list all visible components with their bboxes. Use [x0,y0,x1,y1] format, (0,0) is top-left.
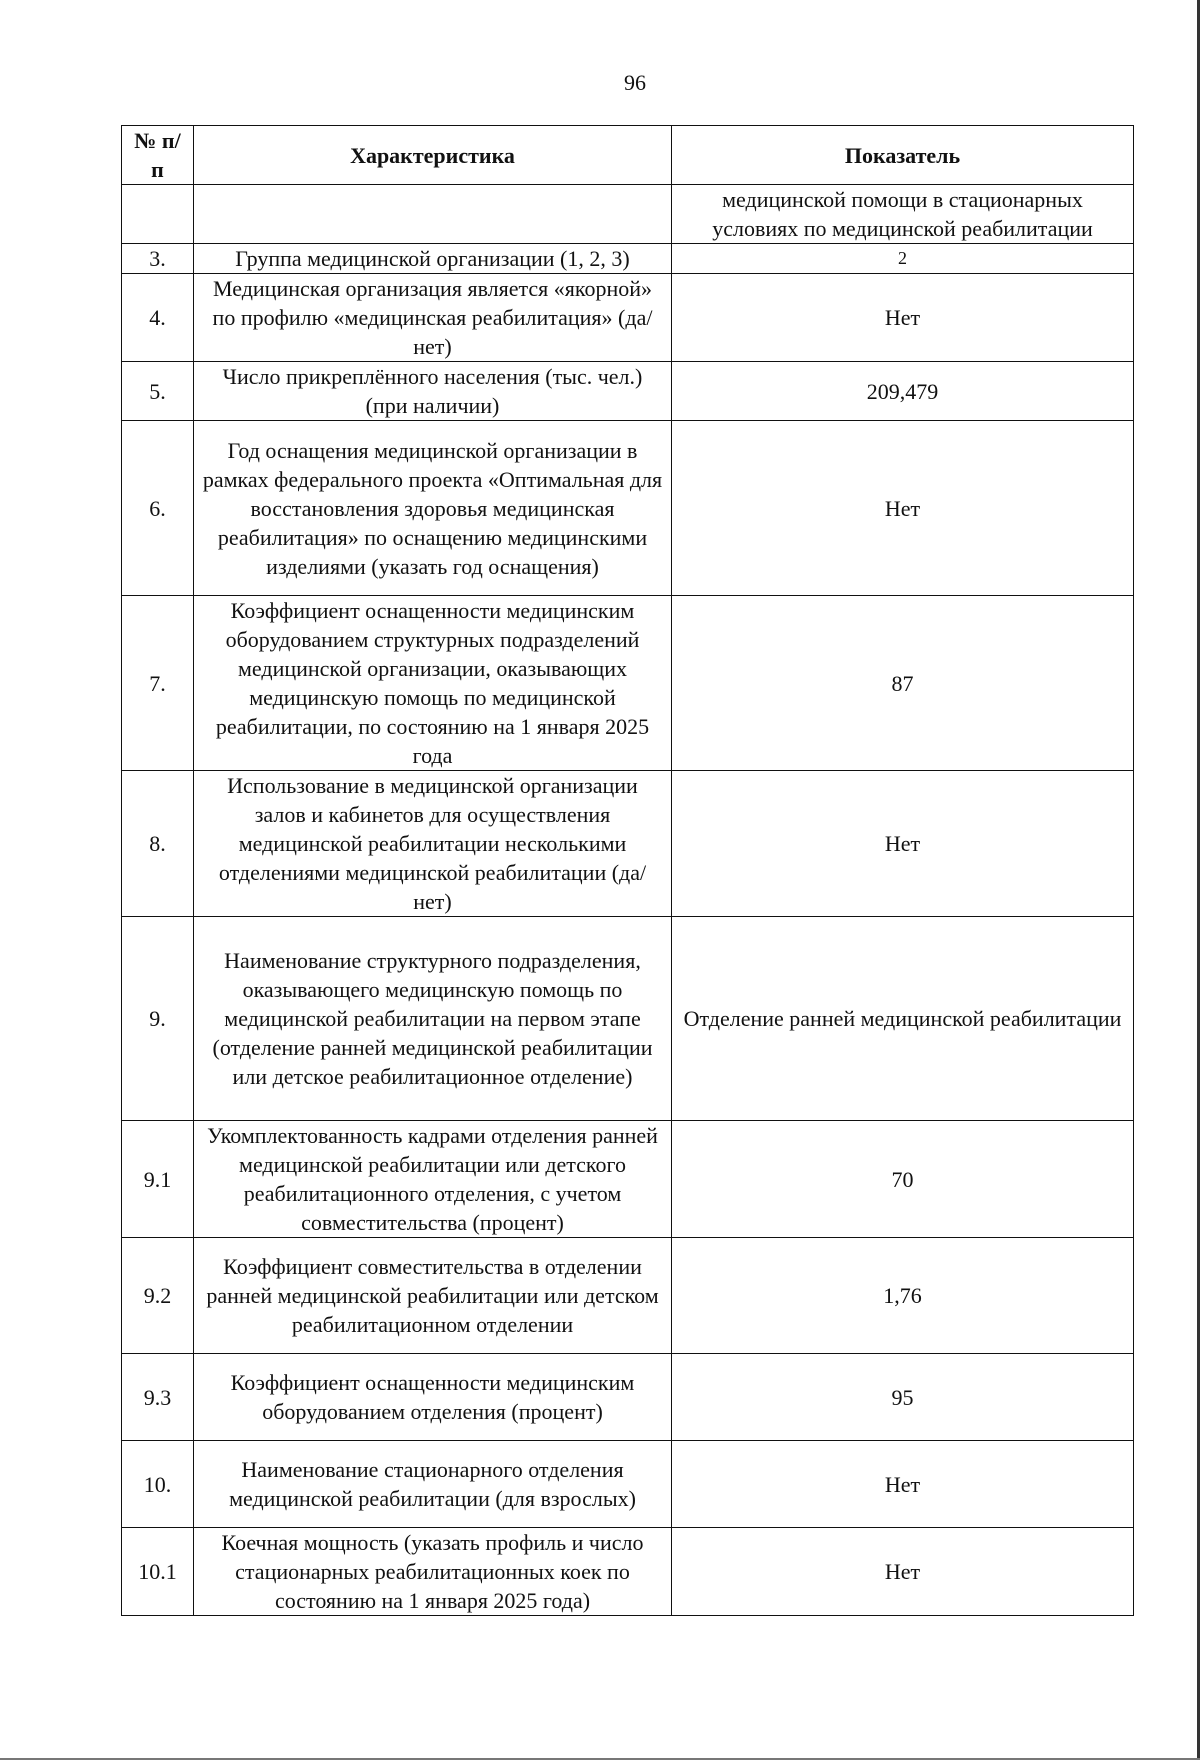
row-value: 2 [672,244,1134,274]
header-num: № п/п [122,126,194,185]
row-value: 1,76 [672,1238,1134,1354]
row-value: 87 [672,596,1134,771]
row-characteristic: Использование в медицинской организации залов и кабинетов для осуществления медицинской реабилитации несколькими отделениями медицинской реабилитации (да/нет) [194,771,672,917]
row-num: 3. [122,244,194,274]
table-row [122,1354,1134,1441]
table-row [122,362,1134,421]
row-characteristic: Укомплектованность кадрами отделения ранней медицинской реабилитации или детского реабилитационного отделения, с учетом совместительства (процент) [194,1121,672,1238]
row-characteristic: Группа медицинской организации (1, 2, 3) [194,244,672,274]
row-characteristic: Наименование стационарного отделения медицинской реабилитации (для взрослых) [194,1441,672,1528]
header-value: Показатель [672,126,1134,185]
row-num: 10.1 [122,1528,194,1616]
row-num: 4. [122,274,194,362]
row-num: 5. [122,362,194,421]
row-value: Нет [672,771,1134,917]
row-characteristic: Коэффициент совместительства в отделении ранней медицинской реабилитации или детском реабилитационном отделении [194,1238,672,1354]
row-characteristic: Коэффициент оснащенности медицинским оборудованием отделения (процент) [194,1354,672,1441]
row-value: 209,479 [672,362,1134,421]
row-characteristic: Коэффициент оснащенности медицинским оборудованием структурных подразделений медицинской организации, оказывающих медицинскую помощь по медицинской реабилитации, по состоянию на 1 января 2025 года [194,596,672,771]
table-row [122,1528,1134,1616]
row-value: медицинской помощи в стационарных условиях по медицинской реабилитации [672,185,1134,244]
table-row [122,917,1134,1121]
table-row [122,771,1134,917]
row-characteristic: Год оснащения медицинской организации в рамках федерального проекта «Оптимальная для восстановления здоровья медицинская реабилитация» по оснащению медицинскими изделиями (указать год оснащения) [194,421,672,596]
table-row [122,274,1134,362]
row-characteristic [194,185,672,244]
row-value: 70 [672,1121,1134,1238]
row-value: Нет [672,421,1134,596]
table-row [122,185,1134,244]
row-num: 9.1 [122,1121,194,1238]
table-row [122,1238,1134,1354]
page-number: 96 [624,70,646,95]
row-num: 9.3 [122,1354,194,1441]
row-num [122,185,194,244]
row-characteristic: Коечная мощность (указать профиль и число стационарных реабилитационных коек по состоянию на 1 января 2025 года) [194,1528,672,1616]
row-num: 8. [122,771,194,917]
row-num: 10. [122,1441,194,1528]
table-row [122,1121,1134,1238]
table-row [122,1441,1134,1528]
row-value: Отделение ранней медицинской реабилитации [672,917,1134,1121]
row-characteristic: Наименование структурного подразделения, оказывающего медицинскую помощь по медицинской реабилитации на первом этапе (отделение ранней медицинской реабилитации или детское реабилитационное отделение) [194,917,672,1121]
row-value: Нет [672,1441,1134,1528]
row-num: 9. [122,917,194,1121]
indicator-table [121,125,1134,1616]
row-value: Нет [672,274,1134,362]
row-value: Нет [672,1528,1134,1616]
row-value: 95 [672,1354,1134,1441]
table-row [122,244,1134,274]
table-header-row [122,126,1134,185]
row-characteristic: Число прикреплённого населения (тыс. чел.) (при наличии) [194,362,672,421]
row-num: 9.2 [122,1238,194,1354]
table-row [122,596,1134,771]
header-characteristic: Характеристика [194,126,672,185]
row-num: 7. [122,596,194,771]
row-num: 6. [122,421,194,596]
table-row [122,421,1134,596]
row-characteristic: Медицинская организация является «якорной» по профилю «медицинская реабилитация» (да/нет) [194,274,672,362]
